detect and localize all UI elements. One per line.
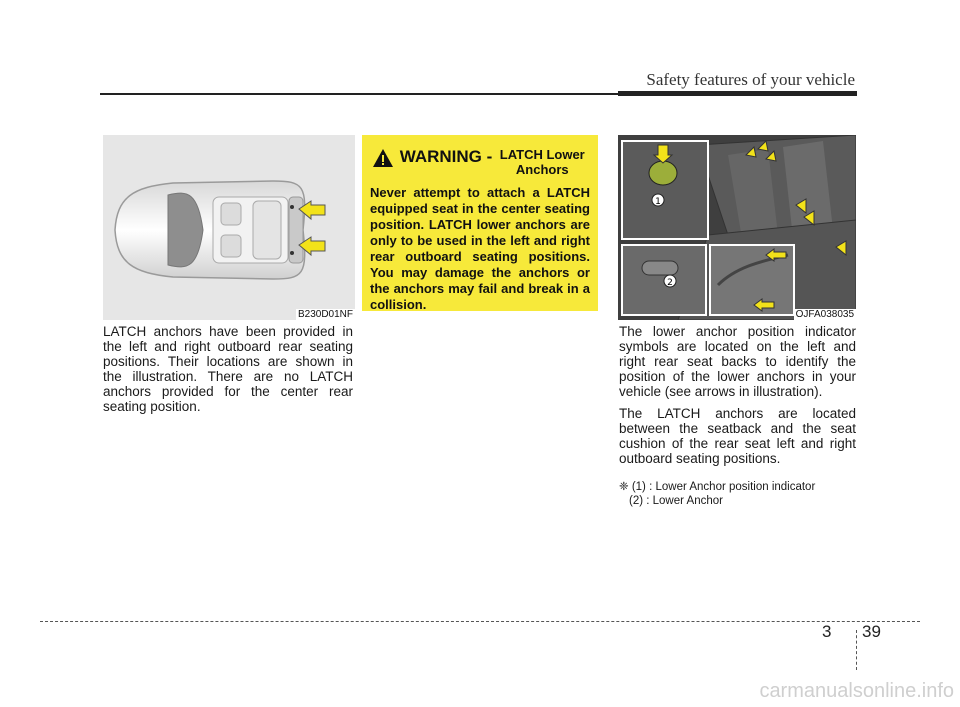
warning-word: WARNING - xyxy=(399,147,493,166)
figure-code: OJFA038035 xyxy=(795,309,854,320)
watermark: carmanualsonline.info xyxy=(759,680,954,702)
section-title: Safety features of your vehicle xyxy=(646,70,855,89)
warning-subtitle: LATCH Lower Anchors xyxy=(499,147,585,177)
chapter-number: 3 xyxy=(822,622,832,641)
rear-seat-figure xyxy=(618,135,856,320)
note-line: (2) : Lower Anchor xyxy=(629,495,723,507)
paragraph: The lower anchor position indicator symbols are located on the left and right rear seat backs to identify the position of the lower anchors in your vehicle (see arrows in illustration). xyxy=(619,324,856,399)
left-body-text: LATCH anchors have been provided in the left and right outboard rear seating positions. Their locations are shown in the illustration. There are no LATCH anchors provided for the center rear seating position. xyxy=(103,324,353,414)
car-top-view-illustration xyxy=(103,135,355,320)
paragraph: The LATCH anchors are located between the seatback and the seat cushion of the rear seat left and right outboard seating positions. xyxy=(619,406,856,466)
callout-2: 2 xyxy=(667,278,673,288)
figure-code: B230D01NF xyxy=(297,309,353,320)
warning-heading xyxy=(370,147,590,177)
footer-rule xyxy=(40,621,920,622)
warning-triangle-icon xyxy=(372,148,394,168)
header-rule-thick xyxy=(618,91,857,96)
rear-seat-illustration xyxy=(618,135,856,320)
warning-body: Never attempt to attach a LATCH equipped seat in the center seating position. LATCH lower anchors are only to be used in the left and right rear outboard seating positions. You may damage the anchors or the anchors may fail and break in a collision. xyxy=(370,185,590,312)
car-top-view-figure xyxy=(103,135,355,320)
callout-1: 1 xyxy=(655,197,661,207)
figure-notes xyxy=(619,480,856,508)
right-body-text xyxy=(619,324,856,473)
note-line: ❈ (1) : Lower Anchor position indicator xyxy=(619,481,816,493)
page-number: 39 xyxy=(862,622,881,641)
warning-box xyxy=(362,135,598,311)
footer-divider xyxy=(856,630,857,670)
